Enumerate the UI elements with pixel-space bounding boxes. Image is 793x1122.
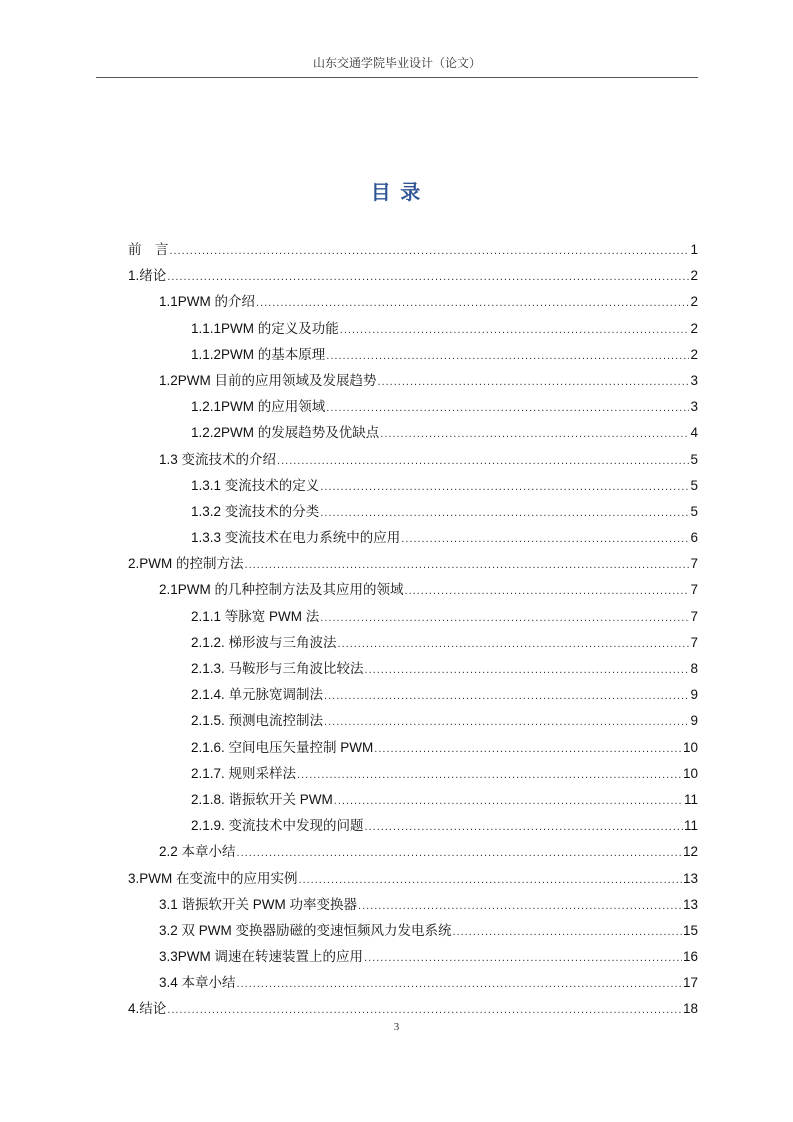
toc-entry-page: 2: [690, 268, 698, 284]
toc-entry-page: 8: [690, 661, 698, 676]
toc-entry-title: 3.4 本章小结: [159, 975, 236, 991]
toc-entry[interactable]: [128, 866, 698, 892]
toc-entry-title: 1.1.1PWM 的定义及功能: [191, 320, 339, 336]
toc-entry-title: 1.3 变流技术的介绍: [159, 451, 277, 467]
toc-leader-dots: [245, 552, 690, 578]
toc-leader-dots: [358, 893, 682, 919]
toc-entry-title: 2.1.6. 空间电压矢量控制 PWM: [191, 739, 374, 755]
toc-entry-title: 3.PWM 在变流中的应用实例: [128, 870, 298, 886]
toc-leader-dots: [237, 840, 682, 866]
toc-entry-page: 15: [682, 922, 698, 938]
toc-entry-title: 1.2PWM 目前的应用领域及发展趋势: [159, 372, 377, 388]
toc-entry-page: 5: [690, 503, 698, 519]
toc-entry-page: 5: [690, 451, 698, 467]
page-number: 3: [393, 1021, 400, 1033]
toc-entry[interactable]: [128, 289, 698, 315]
toc-leader-dots: [338, 631, 690, 657]
toc-entry-title: 2.1.3. 马鞍形与三角波比较法: [191, 661, 364, 676]
toc-entry[interactable]: [128, 708, 698, 734]
toc-entry-title: 2.PWM 的控制方法: [128, 556, 244, 572]
toc-entry-page: 16: [682, 949, 698, 965]
toc-entry-title: 2.1.7. 规则采样法: [191, 765, 297, 781]
toc-entry[interactable]: [128, 656, 698, 682]
toc-entry[interactable]: [128, 761, 698, 787]
toc-entry[interactable]: [128, 342, 698, 368]
toc-entry-page: 9: [690, 687, 698, 703]
toc-entry-page: 2: [690, 294, 698, 310]
toc-leader-dots: [401, 526, 689, 552]
toc-entry-page: 11: [683, 818, 698, 834]
toc-leader-dots: [364, 945, 682, 971]
toc-entry[interactable]: [128, 499, 698, 525]
toc-entry-title: 1.3.3 变流技术在电力系统中的应用: [191, 530, 401, 546]
toc-entry[interactable]: [128, 839, 698, 865]
toc-entry-page: 2: [690, 320, 698, 336]
toc-entry-title: 2.1PWM 的几种控制方法及其应用的领域: [159, 582, 404, 598]
toc-entry[interactable]: [128, 970, 698, 996]
toc-entry-title: 2.1.8. 谐振软开关 PWM: [191, 791, 333, 807]
toc-entry-title: 前 言: [128, 242, 169, 257]
toc-entry-title: 2.1.5. 预测电流控制法: [191, 713, 324, 729]
toc-entry[interactable]: [128, 918, 698, 944]
toc-entry-title: 3.3PWM 调速在转速装置上的应用: [159, 949, 364, 965]
toc-leader-dots: [365, 657, 690, 683]
toc-leader-dots: [324, 709, 689, 735]
toc-entry[interactable]: [128, 447, 698, 473]
toc-entry[interactable]: [128, 263, 698, 289]
toc-leader-dots: [378, 369, 690, 395]
toc-entry-page: 13: [682, 870, 698, 886]
toc-entry[interactable]: [128, 735, 698, 761]
toc-leader-dots: [320, 500, 689, 526]
toc-entry-page: 7: [690, 582, 698, 598]
toc-entry[interactable]: [128, 813, 698, 839]
toc-entry-title: 1.3.2 变流技术的分类: [191, 503, 320, 519]
toc-entry[interactable]: [128, 394, 698, 420]
toc-entry-title: 4.结论: [128, 1001, 167, 1017]
toc-entry-title: 1.2.2PWM 的发展趋势及优缺点: [191, 425, 380, 441]
toc-entry[interactable]: [128, 944, 698, 970]
toc-title: 目 录: [370, 182, 423, 204]
toc-entry-page: 6: [690, 530, 698, 546]
toc-entry-page: 17: [682, 975, 698, 991]
toc-entry[interactable]: [128, 996, 698, 1022]
toc-entry[interactable]: [128, 237, 698, 263]
toc-entry-title: 2.2 本章小结: [159, 844, 236, 860]
toc-leader-dots: [320, 474, 689, 500]
toc-entry[interactable]: [128, 682, 698, 708]
toc-entry-page: 10: [682, 765, 698, 781]
toc-entry-page: 11: [683, 791, 698, 807]
toc-entry-title: 3.1 谐振软开关 PWM 功率变换器: [159, 896, 358, 912]
toc-entry-title: 1.绪论: [128, 268, 167, 284]
toc-leader-dots: [320, 605, 689, 631]
toc-entry[interactable]: [128, 551, 698, 577]
toc-leader-dots: [340, 317, 690, 343]
toc-entry-page: 3: [690, 372, 698, 388]
toc-entry[interactable]: [128, 604, 698, 630]
toc-entry-page: 7: [690, 608, 698, 624]
toc-leader-dots: [237, 971, 682, 997]
toc-leader-dots: [299, 867, 682, 893]
toc-entry-title: 3.2 双 PWM 变换器励磁的变速恒频风力发电系统: [159, 922, 452, 938]
toc-entry-page: 7: [690, 634, 698, 650]
toc-entry-title: 2.1.1 等脉宽 PWM 法: [191, 608, 320, 624]
toc-entry-page: 5: [690, 477, 698, 493]
toc-entry[interactable]: [128, 892, 698, 918]
toc-entry-title: 2.1.4. 单元脉宽调制法: [191, 687, 324, 703]
toc-leader-dots: [170, 238, 690, 264]
toc-entry-title: 1.2.1PWM 的应用领域: [191, 399, 326, 415]
toc-entry-page: 13: [682, 896, 698, 912]
toc-entry-page: 9: [690, 713, 698, 729]
toc-leader-dots: [453, 919, 682, 945]
toc-entry[interactable]: [128, 630, 698, 656]
toc-entry[interactable]: [128, 577, 698, 603]
toc-leader-dots: [365, 814, 683, 840]
toc-leader-dots: [256, 290, 689, 316]
toc-leader-dots: [405, 578, 690, 604]
toc-leader-dots: [297, 762, 682, 788]
toc-entry-page: 4: [690, 425, 698, 441]
toc-leader-dots: [277, 448, 689, 474]
toc-leader-dots: [334, 788, 683, 814]
toc-entry-title: 2.1.9. 变流技术中发现的问题: [191, 818, 364, 834]
toc-entry-page: 18: [682, 1001, 698, 1017]
toc-entry[interactable]: [128, 525, 698, 551]
toc-entry-page: 1: [690, 242, 698, 257]
toc-entry[interactable]: [128, 473, 698, 499]
page-header: 山东交通学院毕业设计（论文）: [312, 56, 481, 70]
toc-entry-page: 7: [690, 556, 698, 572]
toc-entry-page: 2: [690, 346, 698, 362]
toc-entry[interactable]: [128, 420, 698, 446]
toc-entry-title: 2.1.2. 梯形波与三角波法: [191, 634, 337, 650]
table-of-contents: [128, 237, 698, 1023]
toc-leader-dots: [167, 997, 682, 1023]
toc-entry-page: 10: [682, 739, 698, 755]
toc-entry-title: 1.1PWM 的介绍: [159, 294, 256, 310]
toc-leader-dots: [374, 736, 682, 762]
toc-entry-title: 1.1.2PWM 的基本原理: [191, 346, 326, 362]
toc-entry-page: 3: [690, 399, 698, 415]
toc-entry[interactable]: [128, 368, 698, 394]
toc-entry[interactable]: [128, 316, 698, 342]
toc-entry-page: 12: [682, 844, 698, 860]
header-rule: [96, 77, 698, 78]
toc-leader-dots: [167, 264, 689, 290]
toc-leader-dots: [380, 421, 689, 447]
toc-leader-dots: [324, 683, 689, 709]
toc-entry-title: 1.3.1 变流技术的定义: [191, 477, 320, 493]
toc-leader-dots: [326, 395, 689, 421]
toc-leader-dots: [326, 343, 689, 369]
toc-entry[interactable]: [128, 787, 698, 813]
